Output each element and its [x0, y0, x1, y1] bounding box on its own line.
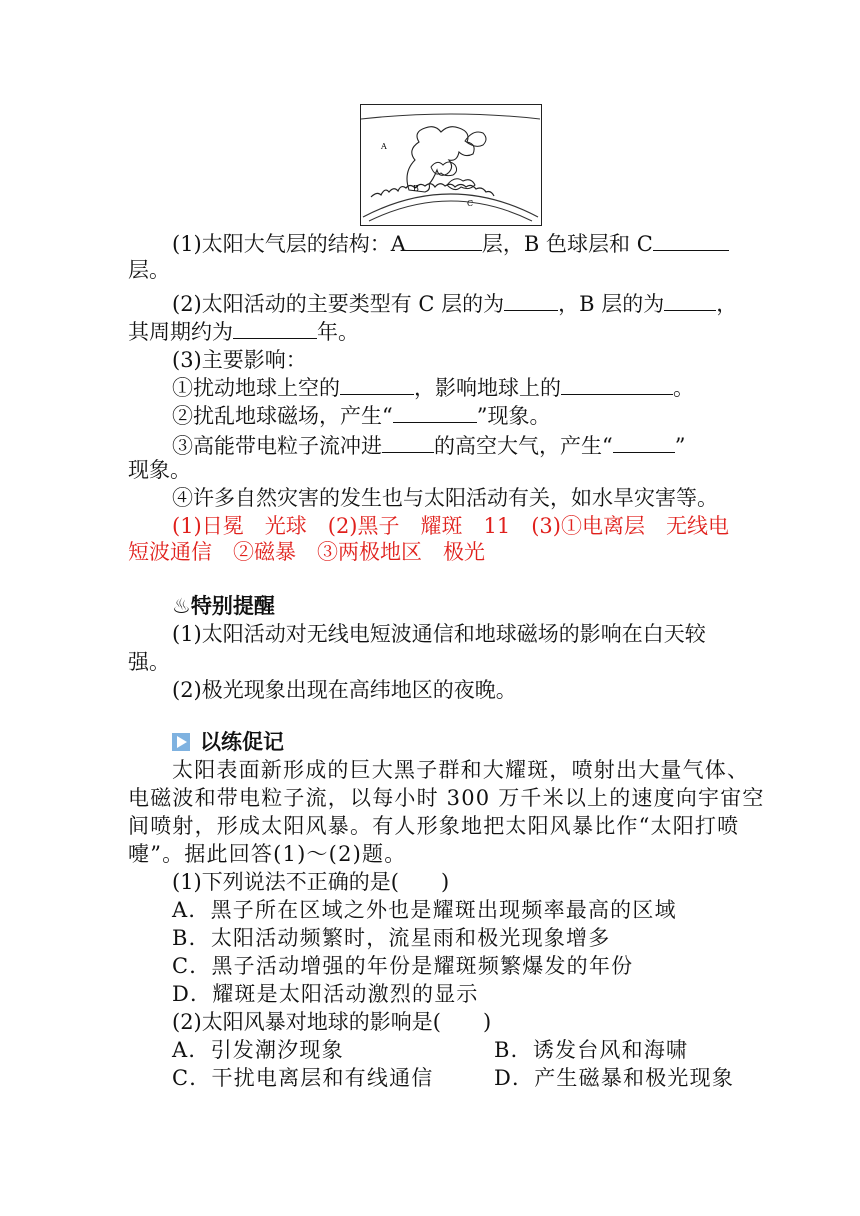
blank-period[interactable]	[233, 316, 317, 339]
play-triangle-icon	[172, 733, 190, 751]
practice-q1-option-b[interactable]: B．太阳活动频繁时，流星雨和极光现象增多	[172, 926, 611, 950]
q3-item1: ①扰动地球上空的 ，影响地球上的 。	[172, 372, 694, 402]
blank-radio[interactable]	[561, 372, 673, 395]
blank-a[interactable]	[406, 228, 482, 251]
blank-aurora[interactable]	[613, 430, 675, 453]
practice-intro2: 电磁波和带电粒子流，以每小时 300 万千米以上的速度向宇宙空	[128, 786, 765, 810]
q3-item2: ②扰乱地球磁场，产生“ ”现象。	[172, 400, 551, 430]
practice-q1-option-c[interactable]: C．黑子活动增强的年份是耀斑频繁爆发的年份	[172, 954, 634, 978]
reminder-p2: (2)极光现象出现在高纬地区的夜晚。	[172, 678, 517, 702]
q1-text: (1)太阳大气层的结构：A	[172, 232, 406, 256]
practice-intro4: 嚏”。据此回答(1)～(2)题。	[128, 842, 407, 866]
q2-mid-text: ，B 层的为	[558, 292, 665, 316]
solar-layers-diagram	[361, 105, 540, 224]
answer-line2: 短波通信 ②磁暴 ③两极地区 极光	[128, 540, 485, 564]
q1-line	[172, 228, 729, 258]
practice-q1: (1)下列说法不正确的是( )	[172, 870, 450, 894]
answer-line1: (1)日冕 光球 (2)黑子 耀斑 11 (3)①电离层 无线电	[172, 514, 729, 538]
reminder-title: 特别提醒	[190, 594, 275, 618]
practice-q2-option-c[interactable]: C．干扰电离层和有线通信	[172, 1066, 434, 1090]
q2-cont: 其周期约为 年。	[128, 316, 359, 346]
practice-q2-option-a[interactable]: A．引发潮汐现象	[172, 1038, 344, 1062]
practice-title: 以练促记	[200, 730, 284, 754]
figure-label-b: B	[413, 184, 419, 193]
q3-item3: ③高能带电粒子流冲进 的高空大气，产生“ ”	[172, 430, 686, 460]
practice-heading	[172, 728, 284, 756]
blank-c-type[interactable]	[504, 288, 558, 311]
reminder-heading	[172, 592, 275, 620]
solar-atmosphere-figure	[360, 104, 542, 226]
q2-text: (2)太阳活动的主要类型有 C 层的为	[172, 292, 505, 316]
practice-q1-option-a[interactable]: A．黑子所在区域之外也是耀斑出现频率最高的区域	[172, 898, 677, 922]
hot-springs-icon: ♨	[172, 594, 191, 618]
q1-mid-text: 层，B 色球层和 C	[481, 232, 653, 256]
reminder-p1: (1)太阳活动对无线电短波通信和地球磁场的影响在白天较	[172, 622, 706, 646]
reminder-p1-cont: 强。	[128, 650, 170, 674]
figure-label-a: A	[381, 142, 387, 151]
blank-ionosphere[interactable]	[340, 372, 414, 395]
blank-magnetic-storm[interactable]	[393, 400, 477, 423]
practice-q2-option-d[interactable]: D．产生磁暴和极光现象	[494, 1066, 735, 1090]
practice-q2-option-b[interactable]: B．诱发台风和海啸	[494, 1038, 689, 1062]
practice-q2: (2)太阳风暴对地球的影响是( )	[172, 1010, 492, 1034]
q3-item3-cont: 现象。	[128, 458, 191, 482]
practice-intro1: 太阳表面新形成的巨大黑子群和大耀斑，喷射出大量气体、	[172, 758, 750, 782]
figure-label-c: C	[467, 199, 474, 208]
q2-line: (2)太阳活动的主要类型有 C 层的为 ，B 层的为 ，	[172, 288, 737, 318]
blank-b-type[interactable]	[664, 288, 716, 311]
q3-title: (3)主要影响：	[172, 348, 307, 372]
q1-cont: 层。	[128, 258, 170, 282]
blank-c[interactable]	[653, 228, 729, 251]
q3-item4: ④许多自然灾害的发生也与太阳活动有关，如水旱灾害等。	[172, 486, 718, 510]
practice-q1-option-d[interactable]: D．耀斑是太阳活动激烈的显示	[172, 982, 479, 1006]
blank-polar[interactable]	[382, 430, 434, 453]
practice-intro3: 间喷射，形成太阳风暴。有人形象地把太阳风暴比作“太阳打喷	[128, 814, 740, 838]
